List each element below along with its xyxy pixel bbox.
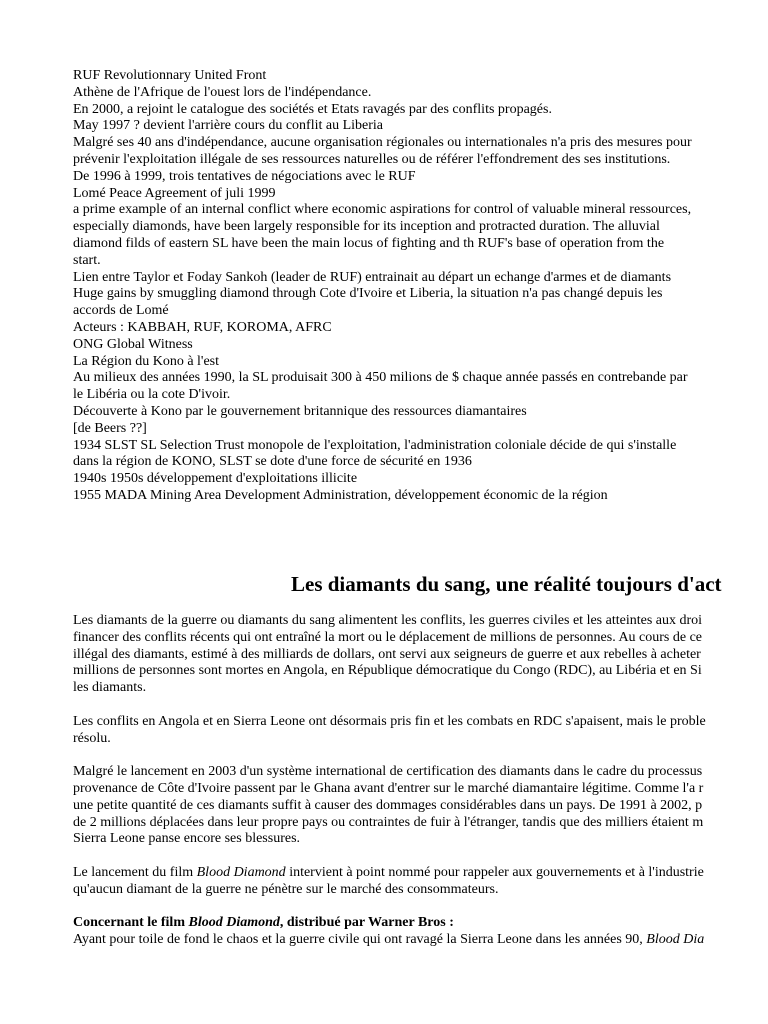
paragraph-line: financer des conflits récents qui ont entraîné la mort ou le déplacement de millions de personnes. Au cours de ce (73, 629, 703, 645)
note-line: Malgré ses 40 ans d'indépendance, aucune organisation régionales ou internationales n'a pris des mesures pour prévenir l'exploitation illégale de ses ressources naturelles ou de référer l'effondrement des ses institutions. (73, 135, 692, 167)
paragraph-line: millions de personnes sont mortes en Angola, en République démocratique du Congo (RDC), au Libéria et en Si (73, 663, 702, 679)
film-section (73, 915, 768, 949)
notes-section (73, 68, 693, 505)
document-page (73, 68, 768, 1024)
note-line: Huge gains by smuggling diamond through Cote d'Ivoire et Liberia, la situation n'a pas changé depuis les accords de Lomé (73, 286, 663, 319)
paragraph-line: Les diamants de la guerre ou diamants du sang alimentent les conflits, les guerres civiles et les atteintes aux droi (73, 613, 703, 628)
film-title: Blood Diamond (196, 864, 286, 880)
paragraph-line: Malgré le lancement en 2003 d'un système international de certification des diamants dans le cadre du processus (73, 764, 703, 780)
note-line: Au milieux des années 1990, la SL produisait 300 à 450 milions de $ chaque année passés en contrebande par le Libéria ou la cote D'ivoir. (73, 370, 688, 403)
text-run: , distribué par Warner Bros : (279, 915, 454, 931)
note-line: Lomé Peace Agreement of juli 1999 (73, 185, 276, 201)
paragraph-line: qu'aucun diamant de la guerre ne pénètre sur le marché des consommateurs. (73, 881, 499, 897)
article-paragraph (73, 613, 768, 697)
article-body (73, 613, 768, 949)
paragraph-line: Sierra Leone panse encore ses blessures. (73, 831, 301, 847)
paragraph-line (73, 865, 768, 882)
note-line: En 2000, a rejoint le catalogue des sociétés et Etats ravagés par des conflits propagés. (73, 101, 552, 117)
article-title: Les diamants du sang, une réalité toujours d'act (291, 572, 722, 596)
film-heading (73, 915, 768, 932)
paragraph-line: illégal des diamants, estimé à des milliards de dollars, ont servi aux seigneurs de guerre et aux rebelles à acheter (73, 646, 701, 662)
note-line: [de Beers ??] (73, 420, 147, 436)
text-run: Ayant pour toile de fond le chaos et la guerre civile qui ont ravagé la Sierra Leone dans les années 90, (73, 932, 647, 948)
article-paragraph (73, 714, 768, 748)
film-title: Blood Diamond (188, 915, 280, 931)
film-title: Blood Dia (646, 932, 705, 948)
note-line: RUF Revolutionnary United Front (73, 68, 267, 83)
note-line: 1955 MADA Mining Area Development Administration, développement économic de la région (73, 487, 608, 503)
note-line: May 1997 ? devient l'arrière cours du conflit au Liberia (73, 118, 384, 134)
note-line: 1934 SLST SL Selection Trust monopole de l'exploitation, l'administration coloniale décide de qui s'installe dans la région de KONO, SLST se dote d'une force de sécurité en 1936 (73, 437, 677, 470)
paragraph-line (73, 932, 768, 949)
paragraph-line: les diamants. (73, 680, 147, 696)
note-line: ONG Global Witness (73, 336, 193, 352)
text-run: Le lancement du film (73, 864, 197, 880)
article-paragraph (73, 865, 768, 899)
note-line: De 1996 à 1999, trois tentatives de négociations avec le RUF (73, 168, 416, 184)
paragraph-line: une petite quantité de ces diamants suffit à causer des dommages considérables dans un pays. De 1991 à 2002, p (73, 797, 703, 813)
text-run: Concernant le film (73, 915, 189, 931)
paragraph-line: résolu. (73, 730, 111, 746)
note-line: La Région du Kono à l'est (73, 353, 219, 369)
note-line: 1940s 1950s développement d'exploitations illicite (73, 471, 358, 487)
paragraph-line: de 2 millions déplacées dans leur propre pays ou contraintes de fuir à l'étranger, tandis que des milliers étaient m (73, 814, 704, 830)
note-line: a prime example of an internal conflict where economic aspirations for control of valuable mineral ressources, especially diamonds, have been largely responsible for its inception and protracted duration. The alluvial diamond filds of eastern SL have been the main locus of fighting and th RUF's base of operation from the start. (73, 202, 692, 268)
article-paragraph (73, 764, 768, 848)
text-run: intervient à point nommé pour rappeler aux gouvernements et à l'industrie (285, 864, 704, 880)
paragraph-line: Les conflits en Angola et en Sierra Leone ont désormais pris fin et les combats en RDC s'apaisent, mais le proble (73, 713, 706, 729)
note-line: Acteurs : KABBAH, RUF, KOROMA, AFRC (73, 319, 332, 335)
note-line: Athène de l'Afrique de l'ouest lors de l'indépendance. (73, 84, 372, 100)
note-line: Lien entre Taylor et Foday Sankoh (leader de RUF) entrainait au départ un echange d'armes et de diamants (73, 269, 672, 285)
paragraph-line: provenance de Côte d'Ivoire passent par le Ghana avant d'entrer sur le marché diamantaire légitime. Comme l'a r (73, 780, 704, 796)
note-line: Découverte à Kono par le gouvernement britannique des ressources diamantaires (73, 403, 527, 419)
